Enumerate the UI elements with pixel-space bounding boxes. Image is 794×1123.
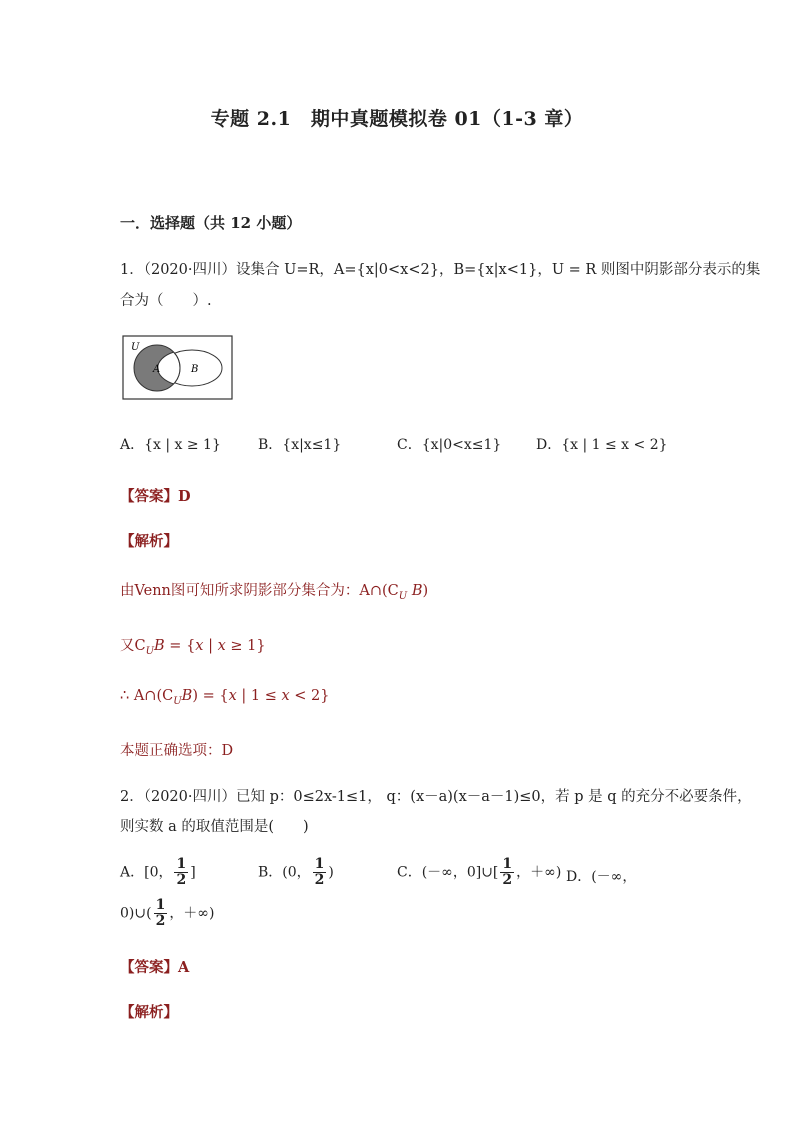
q2-stem-line1: 2．（2020·四川）已知 p：0≤2x-1≤1， q：(x－a)(x－a－1)≤0，若 p 是 q 的充分不必要条件， [120,789,752,805]
q1-option-d: D．{x | 1 ≤ x < 2} [536,437,668,453]
q2-option-b-end: ) [328,864,334,881]
fraction-denominator: 2 [155,913,166,929]
q2-option-c [397,857,561,888]
q2-option-a-end: ] [190,864,196,881]
venn-diagram [122,335,234,401]
venn-label-b: B [191,364,199,375]
q1-option-c: C．{x|0<x≤1} [397,437,502,453]
q2-stem-line2: 则实数 a 的取值范围是( ) [120,819,309,835]
q1-option-a: A．{x | x ≥ 1} [120,437,221,453]
q1-step-2-text: 又C [120,638,146,654]
fraction-numerator: 1 [502,856,513,872]
q1-step-1: 由Venn图可知所求阴影部分集合为：$A\cap(C_U$ B) [120,583,429,602]
q2-option-c-end: ，＋∞) [516,864,562,881]
fraction-numerator: 1 [176,856,187,872]
fraction-one-half [154,898,168,929]
q1-analysis-label: 【解析】 [120,533,178,550]
fraction-one-half [174,857,188,888]
q2-option-b [258,857,334,888]
q2-option-d-cont [120,898,214,929]
q2-option-a-start: A．[0， [120,864,173,881]
q1-stem-line2: 合为（ ）. [120,293,212,309]
q2-answer: 【答案】A [120,959,190,976]
fraction-denominator: 2 [314,872,325,888]
q2-option-d-cont-start: 0)∪( [120,905,152,922]
q2-option-a [120,857,196,888]
q1-step-3: ∴ $A\cap(C_UB) = \{x$ | 1 ≤ x < 2} [120,688,330,707]
fraction-denominator: 2 [502,872,513,888]
q1-answer: 【答案】D [120,488,191,505]
q1-step-4: 本题正确选项：D [120,743,234,759]
section-heading: 一．选择题（共 12 小题） [120,214,302,232]
q2-option-b-start: B．(0， [258,864,311,881]
q1-step-2: 又$C_UB = \{x$ | x ≥ 1} [120,638,266,657]
q1-step-3-text: ∴ A∩(C [120,688,174,704]
q1-step-1-text: 由Venn图可知所求阴影部分集合为：A∩(C [120,583,399,599]
fraction-numerator: 1 [155,897,166,913]
q1-stem-line1: 1．（2020·四川）设集合 U=R，A={x|0<x<2}，B={x|x<1}，U = R 则图中阴影部分表示的集 [120,262,761,278]
q2-option-d-cont-end: ，＋∞) [169,905,215,922]
venn-label-u: U [131,342,140,353]
q2-analysis-label: 【解析】 [120,1004,178,1021]
fraction-denominator: 2 [176,872,187,888]
q1-option-b: B．{x|x≤1} [258,437,342,453]
page-title: 专题 2.1 期中真题模拟卷 01（1-3 章） [210,108,584,130]
venn-label-a: A [153,364,161,375]
q2-option-c-start: C．(－∞，0]∪[ [397,864,499,881]
fraction-numerator: 1 [314,856,325,872]
q2-option-d: D．(－∞， [566,869,637,885]
fraction-one-half [500,857,514,888]
fraction-one-half [313,857,327,888]
